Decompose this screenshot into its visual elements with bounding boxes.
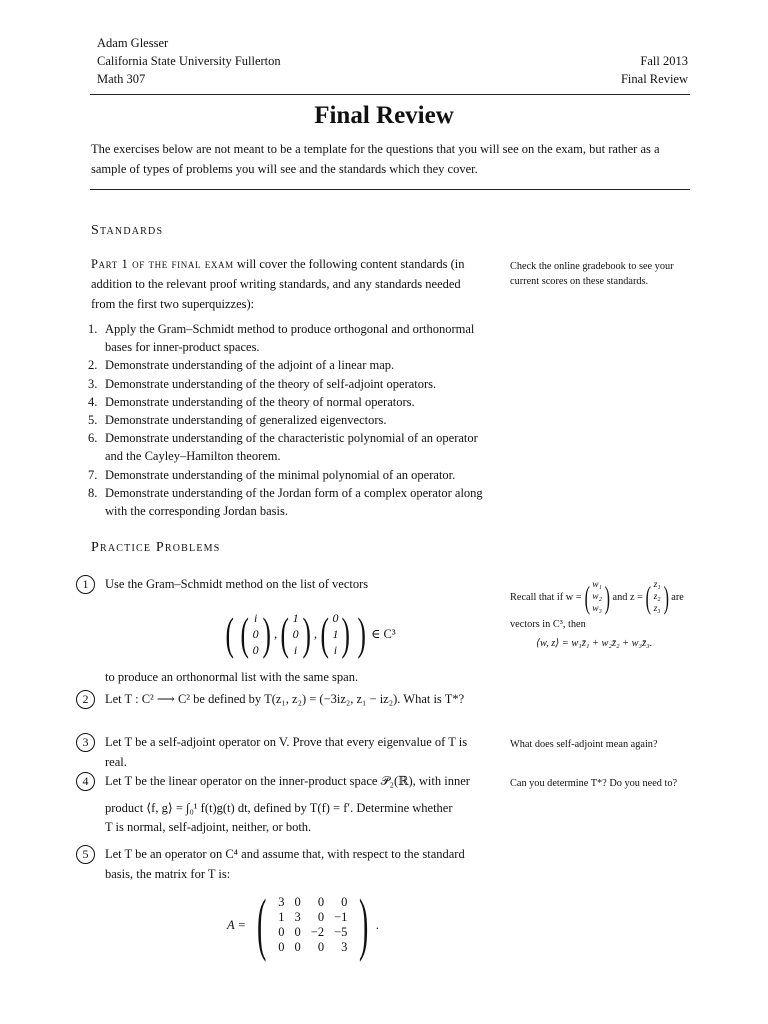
intro-rule [90,189,690,190]
problem-number-1: 1 [76,575,95,594]
matrix-label: A = [227,917,246,932]
problem-5-text-a: Let T be an operator on C⁴ and assume that, with respect to the standard [105,847,465,861]
header-rule [90,94,690,95]
problem-1-text-a: Use the Gram–Schmidt method on the list of vectors [105,577,369,591]
standards-lead-text: will cover the following content standards (in addition to the relevant proof writing standards, and any standards needed from the first two superquizzes): [91,257,465,311]
problem-number-4: 4 [76,772,95,791]
list-item: 5. Demonstrate understanding of generalized eigenvectors. [88,413,387,428]
university-name: California State University Fullerton [97,54,281,68]
list-item: 4. Demonstrate understanding of the theory of normal operators. [88,394,415,409]
practice-heading: Practice Problems [91,540,221,555]
vector-space: ∈ C³ [371,627,396,641]
problem-4-text-c: T is normal, self-adjoint, neither, or both. [105,820,312,834]
inner-product-note-b: vectors in C³, then [510,619,586,630]
matrix-row: 0 0 0 3 [278,940,348,954]
problem-number-3: 3 [76,733,95,752]
problem-number-2: 2 [76,690,95,709]
term: Fall 2013 [640,54,688,68]
problem-2-text: Let T : C² ⟶ C² be defined by T(z₁, z₂) = (−3iz₂, z₁ − iz₂). What is T*? [105,692,465,706]
inner-product-note: Recall that if w = ( w₁ w₂ w₃ ) and z = ( z₁ z₂ z₃ ) are [510,578,684,615]
matrix-table [273,895,352,955]
problem-3 [82,733,483,772]
matrix-row: 3 0 0 0 [278,895,348,909]
header-left [97,34,281,88]
problem-3-text: Let T be a self-adjoint operator on V. Prove that every eigenvalue of T is real. [105,735,468,769]
author-name: Adam Glesser [97,36,169,50]
problem-4 [82,772,490,838]
problem-2 [82,690,483,710]
adjoint-note: Can you determine T*? Do you need to? [510,778,678,789]
problem-number-5: 5 [76,845,95,864]
matrix-row: 1 3 0 −1 [278,910,348,924]
vector-list: ( ( i 0 0 ) , ( 1 0 i ) , ( 0 1 i ) ) ∈ C³ [225,608,396,659]
self-adjoint-note: What does self-adjoint mean again? [510,739,658,750]
problem-1-text-b: to produce an orthonormal list with the same span. [105,670,359,684]
list-item: 1. Apply the Gram–Schmidt method to produce orthogonal and orthonormal bases for inner-product spaces. [88,322,475,355]
page-title: Final Review [314,102,454,129]
matrix-row: 0 0 −2 −5 [278,925,348,939]
problem-4-text-b: product ⟨f, g⟩ = ∫₀¹ f(t)g(t) dt, defined by T(f) = f′. Determine whether [105,800,453,815]
standards-lead [91,254,482,314]
problem-4-text-a: Let T be the linear operator on the inner-product space 𝒫₂(ℝ), with inner [105,774,470,788]
vector-1: i 0 0 [252,611,259,657]
final-exam-smallcaps: Part 1 of the final exam [91,257,234,271]
list-item: 2. Demonstrate understanding of the adjoint of a linear map. [88,358,395,373]
matrix-a: A = ( 3 0 0 0 1 3 0 −1 0 0 −2 −5 0 0 0 3 ) . [227,886,379,963]
vector-3: 0 1 i [332,611,339,657]
intro-paragraph: The exercises below are not meant to be a template for the questions that you will see on the exam, but rather as a sample of types of problems you will see and the standards which they cover. [91,142,660,176]
problem-5-text-b: basis, the matrix for T is: [105,866,231,881]
course-name: Math 307 [97,72,146,86]
standards-heading: Standards [91,223,164,238]
list-item: 6. Demonstrate understanding of the characteristic polynomial of an operator and the Cayley–Hamilton theorem. [88,431,478,464]
problem-1 [82,575,483,595]
header-right [621,52,688,88]
inner-product-formula: ⟨w, z⟩ = w₁z̄₁ + w₂z̄₂ + w₃z̄₃. [536,638,653,649]
list-item: 7. Demonstrate understanding of the minimal polynomial of an operator. [88,467,456,482]
list-item: 8. Demonstrate understanding of the Jordan form of a complex operator along with the corresponding Jordan basis. [88,485,483,519]
gradebook-margin-note: Check the online gradebook to see your current scores on these standards. [510,261,674,287]
standards-list [88,320,483,520]
list-item: 3. Demonstrate understanding of the theory of self-adjoint operators. [88,376,437,391]
vector-2: 1 0 i [292,611,299,657]
problem-5 [82,845,483,884]
doc-label: Final Review [620,72,688,86]
